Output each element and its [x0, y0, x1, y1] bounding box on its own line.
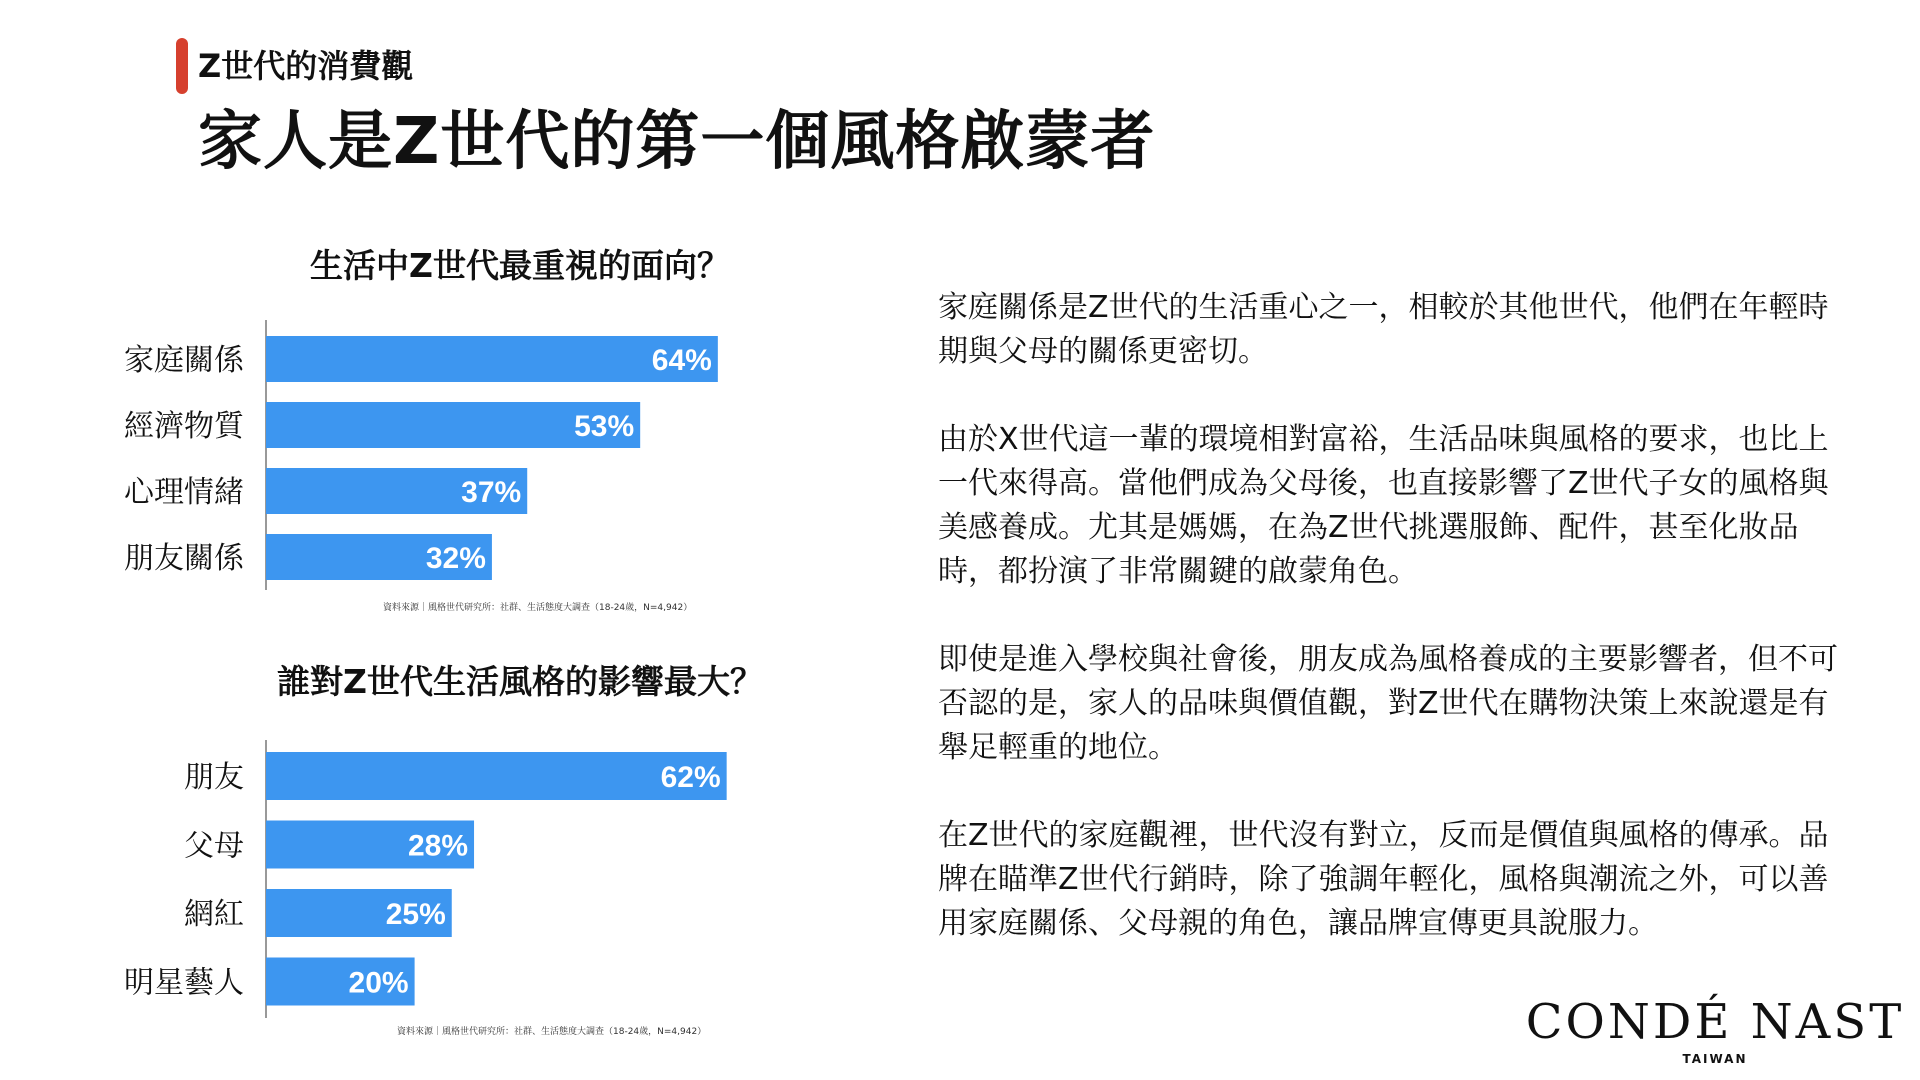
- data-label: 32%: [425, 542, 486, 575]
- chart-title-influence: 誰對Z世代生活風格的影響最大？: [277, 662, 763, 701]
- category-label: 朋友: [184, 760, 244, 795]
- category-label: 心理情緒: [124, 475, 244, 510]
- accent-bar: [176, 38, 188, 94]
- page-title: 家人是Z世代的第一個風格啟蒙者: [198, 105, 1156, 179]
- data-label: 62%: [660, 761, 721, 794]
- source-note-influence: 資料來源｜風格世代研究所：社群、生活態度大調查（18-24歲，N=4,942）: [397, 1027, 707, 1037]
- data-label: 28%: [407, 829, 469, 863]
- category-label: 朋友關係: [124, 541, 244, 576]
- category-label: 網紅: [184, 897, 244, 932]
- brand-name: CONDÉ NAST: [1525, 994, 1905, 1050]
- chart-title-priorities: 生活中Z世代最重視的面向？: [310, 246, 730, 285]
- body-text: [938, 286, 1852, 990]
- category-label: 家庭關係: [124, 343, 244, 378]
- category-label: 經濟物質: [124, 409, 244, 444]
- brand-logo: [1510, 994, 1920, 1066]
- category-label: 父母: [184, 828, 244, 864]
- bar-chart-priorities: [0, 320, 800, 590]
- bar-chart-influence: [0, 740, 800, 1020]
- source-note-priorities: 資料來源｜風格世代研究所：社群、生活態度大調查（18-24歲，N=4,942）: [383, 603, 693, 613]
- body-paragraph: 由於X世代這一輩的環境相對富裕，生活品味與風格的要求，也比上一代來得高。當他們成為父母後，也直接影響了Z世代子女的風格與美感養成。尤其是媽媽，在為Z世代挑選服飾、配件，甚至化妝品時，都扮演了非常關鍵的啟蒙角色。: [938, 422, 1829, 589]
- data-label: 37%: [461, 476, 522, 509]
- body-paragraph: 在Z世代的家庭觀裡，世代沒有對立，反而是價值與風格的傳承。品牌在瞄準Z世代行銷時，除了強調年輕化，風格與潮流之外，可以善用家庭關係、父母親的角色，讓品牌宣傳更具說服力。: [938, 818, 1829, 941]
- bar: [266, 752, 727, 800]
- section-label: Z世代的消費觀: [198, 47, 414, 85]
- data-label: 20%: [348, 966, 409, 1000]
- data-label: 64%: [651, 344, 712, 377]
- bar: [266, 336, 718, 382]
- body-paragraph: 即使是進入學校與社會後，朋友成為風格養成的主要影響者，但不可否認的是，家人的品味與價值觀，對Z世代在購物決策上來說還是有舉足輕重的地位。: [938, 642, 1838, 765]
- category-label: 明星藝人: [124, 965, 244, 1001]
- brand-sub: TAIWAN: [1682, 1052, 1748, 1066]
- body-paragraph: 家庭關係是Z世代的生活重心之一，相較於其他世代，他們在年輕時期與父母的關係更密切。: [938, 290, 1829, 369]
- data-label: 25%: [385, 898, 446, 931]
- data-label: 53%: [574, 410, 635, 443]
